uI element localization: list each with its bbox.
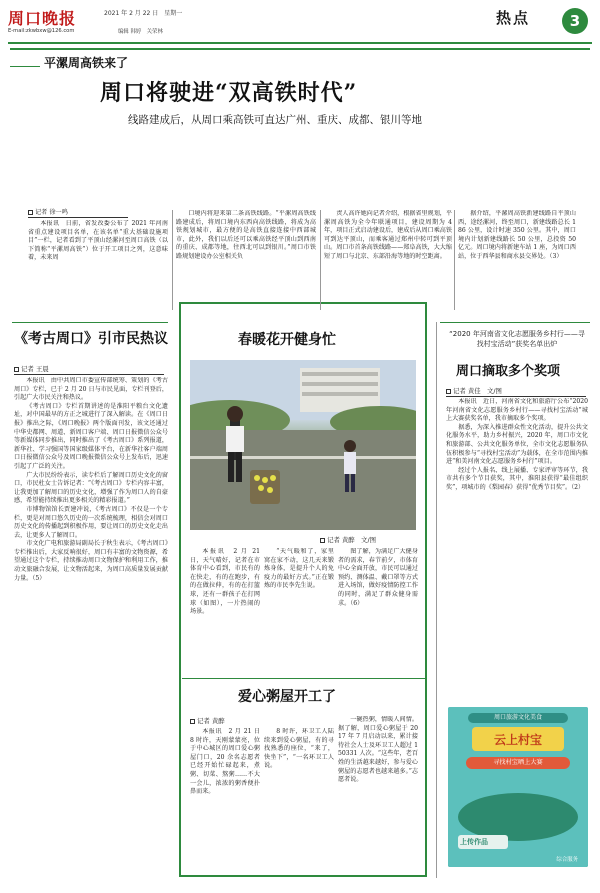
column-rule	[454, 210, 455, 310]
page-number-badge: 3	[562, 8, 588, 34]
center-article2-column-1: 本报讯 2 月 21 日 8 时许，天刚蒙蒙亮，位于中心城区的周口爱心粥屋门口，20 余名志愿者已经开始忙碌起来，煮粥、切菜、熬粥……不大一会儿，浓浓的粥香便扑鼻而来。	[190, 728, 260, 796]
promo-top-label: 周口旅游文化美食	[493, 714, 542, 721]
masthead	[8, 4, 592, 46]
lead-subtitle: 线路建成后，从周口乘高铁可直达广州、重庆、成都、银川等地	[128, 114, 422, 126]
lead-column-1: 本报讯 日前，省发改委公布了 2021 年河南省重点建设项目名单，在该名单“重大基础设施项目”一栏，记者看到了平顶山经漯河至周口高铁（以下简称“平漯周高铁”）位于开工项目之列，这意味着，未来周	[28, 220, 168, 262]
left-article-paragraph: 市博物馆馆长贾建冲说，《考古周口》不仅是一个专栏，更是对周口悠久历史的一次系统梳理，相信会对周口历史文化的传播起到积极作用，要让周口的历史文化走出去，让更多人了解周口。	[14, 505, 168, 539]
section-title: 热点	[496, 9, 531, 27]
left-article-paragraph: 市文化广电和旅游局副局长于秋生表示，《考古周口》专栏推出后，大家反响很好，周口有丰富的文物资源，希望通过这个专栏，持续推动周口文物保护和利用工作，推动文旅融合发展，让文物活起来，为周口高质量发展贡献力量。（5）	[14, 540, 168, 582]
column-rule	[320, 210, 321, 310]
column-rule	[172, 210, 173, 310]
right-article-byline: 记者 黄佳 文/图	[446, 386, 586, 397]
center-photo-credit: 记者 黄醉 文/图	[256, 535, 376, 545]
center-article2-byline: 记者 黄醉	[190, 716, 250, 726]
header-rule	[8, 42, 592, 44]
right-article-paragraph: 经过个人报名、线上展播、专家评审等环节，我市共有多个节目获奖，其中，淮阳县获得“最佳组织奖”，项城市的《梨园春》获得“优秀节目奖”。（2）	[446, 466, 588, 491]
right-article-paragraph: 据悉，为深入推进群众性文化活动，提升公共文化服务水平，助力乡村振兴，2020 年，周口市文化和旅游部、公共文化服务单位，全市文化志愿服务队伍积极参与“寻找村宝活动”为载体，在全市范围内推进“和美河南文化志愿服务乡村行”项目。	[446, 423, 588, 466]
center-article2-column-3: 一碗热粥，情暖人间情。据了解，周口爱心粥屋于 2017 年 7 月启动以来，累计接待社会人士及环卫工人超过 150331 人次。“这些年，老百姓的生活越来越好，参与爱心粥屋的志愿者也越来越多。”志愿者说。	[338, 716, 418, 784]
masthead-email[interactable]: E-mail:zkwbxw@126.com	[8, 28, 75, 34]
lead-column-4: 据介绍，平漯周高铁新建线路自平顶山西，途经漯河，终至周口，新建线路总长 186 公里，设计时速 350 公里。其中，周口境内计划新建线路长 50 公里，总投资 50 亿元。周口境内将新建车站 1 座，为周口西站，位于西华县和商水县交界处。（3）	[458, 210, 576, 260]
left-article-paragraph: 本报讯 由中共周口市委宣传部统筹、策划的《考古周口》专栏，已于 2 月 20 日与市民见面，专栏刊登后，引起广大市民关注和热议。	[14, 377, 168, 402]
kicker-rule	[10, 66, 40, 67]
left-article-paragraph: 《考古周口》专栏首期讲述的是淮阳平粮台文化遗址，对中国最早的方正之城进行了深入解读。在《周口日报》推出之际，《周口晚报》两个版面刊发，该文还通过中华史都网、周道、新周口客户端、周口日报微信公众号等新媒体同步推出，同时推出了《考古周口》系列报道，新华社、学习强国等国家级媒体平台，在新华社客户端周口日报微信公众号及周口晚报微信公众号上发布后，迅速引起了广泛的关注。	[14, 402, 168, 470]
left-article-rule	[12, 322, 168, 323]
center-article2-column-2: 8 时许，环卫工人陆续来到爱心粥屋，有的寻找熟悉的座位，“来了，快坐下”，“一名环卫工人说。	[264, 728, 334, 770]
lead-kicker: 平漯周高铁来了	[44, 56, 129, 70]
tennis-scene-illustration	[190, 360, 416, 530]
upload-works-button[interactable]: 上传作品	[460, 838, 488, 846]
lead-column-2: 口境内将迎来第二条高铁线路。“平漯周高铁线路建成后，将周口境内东西向高铁线路，将成为高铁规划城市，最方便的是高铁直接连接中西部城市，此外，我们以后还可以乘高铁经平顶山到西南的重庆、成都等地，往西北可以到银川。”周口市铁路规划建设办公室相关负	[176, 210, 316, 260]
right-article-paragraph: 本报讯 近日，河南省文化和旅游厅公布“2020 年河南省文化志愿服务乡村行——寻找村宝活动”城上大赛获奖名单，我市摘取多个奖项。	[446, 398, 588, 423]
lead-byline: 记者 徐一鸣	[28, 207, 128, 218]
editor-credit: 编辑 韩婷 关荣林	[118, 29, 163, 35]
promo-footer-label: 综合服务	[556, 857, 578, 863]
center-article-title: 春暖花开健身忙	[238, 332, 336, 348]
issue-date: 2021 年 2 月 22 日 星期一	[104, 10, 183, 17]
right-article-title: 周口摘取多个奖项	[456, 364, 561, 379]
left-article-byline: 记者 王晨	[14, 364, 164, 375]
tennis-photo	[190, 360, 416, 530]
column-rule	[436, 322, 437, 878]
promo-sub-label: 寻找村宝晒上大赛	[493, 759, 543, 766]
right-article-body	[446, 398, 588, 698]
lead-top-rule	[10, 48, 590, 50]
promo-main-label: 云上村宝	[493, 733, 542, 747]
promo-poster	[448, 707, 588, 867]
center-article2-title: 爱心粥屋开工了	[238, 689, 336, 705]
right-article-kicker: “2020 年河南省文化志愿服务乡村行——寻找村宝活动”获奖名单出炉	[449, 330, 585, 348]
left-article-paragraph: 广大市民纷纷表示，读专栏后了解周口历史文化的窗口，市民杜女士告诉记者：“《考古周口》专栏内容丰富，让我更加了解周口的历史文化，增强了作为周口人的自豪感，希望能持续推出更多相关的精彩报道。”	[14, 471, 168, 505]
left-article-body	[14, 377, 168, 877]
lead-column-3: 责人高许她向记者介绍，根据省里规划，平漯周高铁为全今年联通项目，建设周期为 4 年，项目正式启动建设后，建成后从周口乘高铁可到达平顶山，而乘客通过郑州中转可到平顶山。周口市首条高铁线路——郑阜高铁，大大缩短了周口与北京、东部沿海等地的时空距离。	[324, 210, 452, 260]
center-article-column-1: 本报讯 2 月 21 日，天气晴好，记者在市体育中心看到，市民有的在快走，有的在跑步，有的在做拉伸，有的在打篮球，还有一群孩子在打网球（如图），一片热闹的场景。	[190, 548, 260, 616]
center-article-column-2: “天气暖和了，家里窝在家不动，这几天来锻炼身体，是提升个人的免疫力的最好方式。”正在锻炼的市民李先生说。	[264, 548, 334, 590]
left-article-title: 《考古周口》引市民热议	[14, 331, 168, 347]
newspaper-logo: 周口晚报	[8, 9, 77, 28]
center-article-column-3: 图了解，为满足广大健身者的需求，春节前夕，市体育中心全面开放，市民可以通过预约、测体温、戴口罩等方式进入场馆，做好疫情防控工作的同时，满足了群众健身需求。（6）	[338, 548, 418, 607]
center-divider	[182, 678, 425, 679]
right-article-rule	[440, 322, 590, 323]
lead-headline: 周口将驶进“双高铁时代”	[100, 80, 358, 106]
